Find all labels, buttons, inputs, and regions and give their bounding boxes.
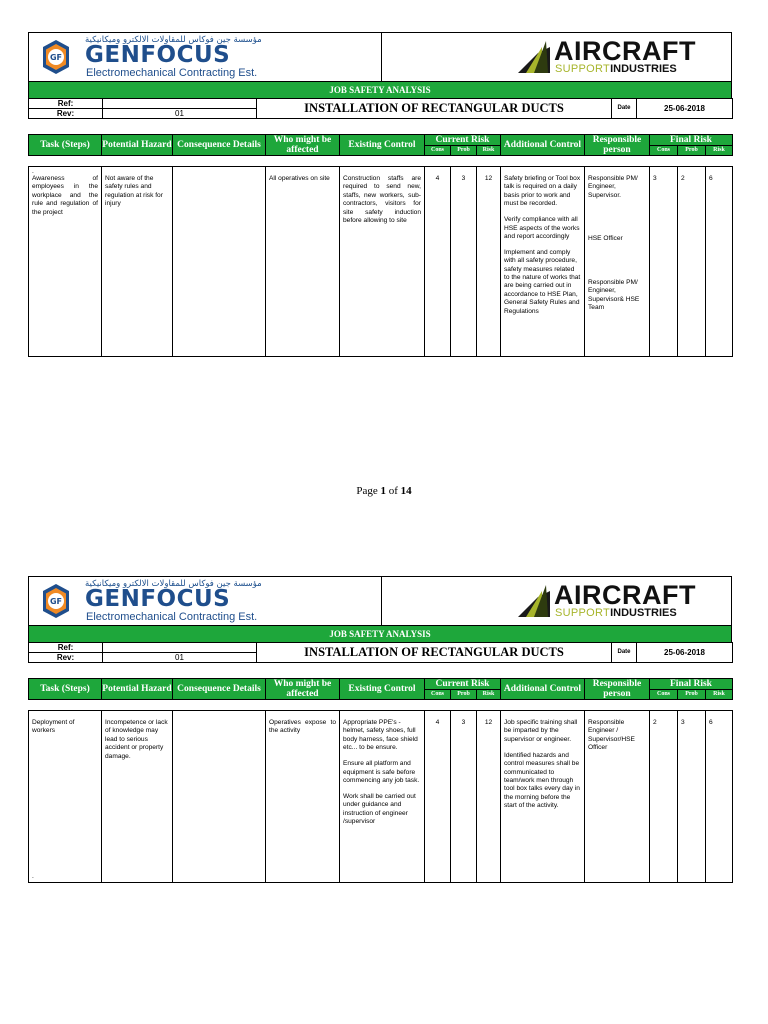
rev-value: 01 — [103, 109, 257, 119]
col-cur-risk: Risk — [477, 146, 501, 156]
current-risk-cell: 12 — [477, 167, 501, 357]
ref-label: Ref: — [29, 99, 103, 109]
ref-value — [103, 643, 257, 653]
consequence-cell — [173, 711, 266, 883]
affected-cell: Operatives expose to the activity — [266, 711, 340, 883]
col-additional-header: Additional Control — [501, 135, 585, 156]
affected-cell: All operatives on site — [266, 167, 340, 357]
ref-label: Ref: — [29, 643, 103, 653]
responsible-cell: Responsible PM/ Engineer, Supervisor. HSE Officer Responsible PM/ Engineer, Supervisor& HSE Team — [585, 167, 650, 357]
genfocus-arabic-name: مؤسسة جين فوكاس للمقاولات الالكترو وميكانيكية — [85, 579, 262, 589]
col-cur-risk: Risk — [477, 690, 501, 700]
col-cur-prob: Prob — [451, 146, 477, 156]
col-fin-cons: Cons — [650, 690, 678, 700]
col-hazard-header: Potential Hazard — [102, 135, 173, 156]
document-title: INSTALLATION OF RECTANGULAR DUCTS — [257, 643, 612, 663]
aircraft-logo — [382, 33, 731, 81]
col-cur-prob: Prob — [451, 690, 477, 700]
letterhead — [28, 576, 732, 626]
col-final-risk-header: Final Risk — [650, 679, 733, 690]
date-value: 25-06-2018 — [637, 99, 733, 119]
additional-control-cell: Job specific training shall be imparted by the supervisor or engineer. Identified hazards and control measures shall be communicated to team/work men through tool box talks every day in the morning before the start of the activity. — [501, 711, 585, 883]
meta-table — [28, 642, 733, 663]
current-cons-cell: 4 — [425, 167, 451, 357]
gf-monogram: GF — [49, 53, 63, 62]
col-current-risk-header: Current Risk — [425, 135, 501, 146]
col-cur-cons: Cons — [425, 690, 451, 700]
current-prob-cell: 3 — [451, 167, 477, 357]
date-label: Date — [612, 643, 637, 663]
col-consequence-header: Consequence Details — [173, 135, 266, 156]
final-prob-cell: 3 — [678, 711, 706, 883]
aircraft-logo — [382, 577, 731, 625]
date-value: 25-06-2018 — [637, 643, 733, 663]
col-hazard-header: Potential Hazard — [102, 679, 173, 700]
col-fin-risk: Risk — [706, 146, 733, 156]
final-prob-cell: 2 — [678, 167, 706, 357]
genfocus-emblem-icon — [38, 583, 74, 619]
genfocus-emblem-icon — [38, 39, 74, 75]
aircraft-subtitle: SUPPORTINDUSTRIES — [555, 607, 677, 619]
col-cur-cons: Cons — [425, 146, 451, 156]
hazard-cell: Not aware of the safety rules and regulation at risk for injury — [102, 167, 173, 357]
jsa-title-bar: JOB SAFETY ANALYSIS — [28, 82, 732, 98]
document-page-2 — [28, 576, 732, 883]
date-label: Date — [612, 99, 637, 119]
letterhead — [28, 32, 732, 82]
hazard-table-page-1 — [28, 166, 733, 357]
ref-value — [103, 99, 257, 109]
existing-control-cell: Appropriate PPE's - helmet, safety shoes, full body harness, face shield etc... to be ensure. Ensure all platform and equipment is safe before commencing any job task. Work shall be carried out under guidance and instruction of engineer /supervisor — [340, 711, 425, 883]
page-number: Page 1 of 14 — [356, 485, 412, 497]
aircraft-mark-icon — [516, 39, 552, 75]
aircraft-mark-icon — [516, 583, 552, 619]
current-cons-cell: 4 — [425, 711, 451, 883]
col-fin-prob: Prob — [678, 146, 706, 156]
genfocus-wordmark: GENFOCUS — [85, 586, 231, 612]
column-header-table — [28, 134, 733, 156]
task-cell: Deployment of workers . — [29, 711, 102, 883]
column-header-table — [28, 678, 733, 700]
col-fin-prob: Prob — [678, 690, 706, 700]
jsa-title-bar: JOB SAFETY ANALYSIS — [28, 626, 732, 642]
genfocus-subtitle: Electromechanical Contracting Est. — [86, 611, 258, 623]
aircraft-wordmark: AIRCRAFT — [554, 36, 696, 66]
document-title: INSTALLATION OF RECTANGULAR DUCTS — [257, 99, 612, 119]
col-fin-cons: Cons — [650, 146, 678, 156]
rev-label: Rev: — [29, 653, 103, 663]
final-cons-cell: 2 — [650, 711, 678, 883]
aircraft-subtitle: SUPPORTINDUSTRIES — [555, 63, 677, 75]
col-fin-risk: Risk — [706, 690, 733, 700]
hazard-table-page-2 — [28, 710, 733, 883]
col-responsible-header: Responsible person — [585, 679, 650, 700]
rev-label: Rev: — [29, 109, 103, 119]
col-additional-header: Additional Control — [501, 679, 585, 700]
table-row — [29, 167, 733, 357]
final-risk-cell: 6 — [706, 167, 733, 357]
final-risk-cell: 6 — [706, 711, 733, 883]
col-affected-header: Who might be affected — [266, 679, 340, 700]
col-task-header: Task (Steps) — [29, 135, 102, 156]
task-cell: . Awareness of employees in the workplace and the rule and regulation of the project — [29, 167, 102, 357]
col-existing-header: Existing Control — [340, 679, 425, 700]
col-task-header: Task (Steps) — [29, 679, 102, 700]
current-risk-cell: 12 — [477, 711, 501, 883]
current-prob-cell: 3 — [451, 711, 477, 883]
genfocus-wordmark: GENFOCUS — [85, 42, 231, 68]
col-responsible-header: Responsible person — [585, 135, 650, 156]
additional-control-cell: Safety briefing or Tool box talk is required on a daily basis prior to work and must be recorded. Verify compliance with all HSE aspects of the works and report accordingly Implement and comply with all safety procedure, safety measures related to the nature of works that are being carried out in accordance to HSE Plan, General Safety Rules and Regulations — [501, 167, 585, 357]
document-page-1 — [28, 32, 732, 357]
responsible-cell: Responsible Engineer / Supervisor/HSE Officer — [585, 711, 650, 883]
hazard-cell: Incompetence or lack of knowledge may lead to serious accident or property damage. — [102, 711, 173, 883]
rev-value: 01 — [103, 653, 257, 663]
genfocus-subtitle: Electromechanical Contracting Est. — [86, 67, 258, 79]
genfocus-logo — [29, 33, 382, 81]
col-consequence-header: Consequence Details — [173, 679, 266, 700]
table-row — [29, 711, 733, 883]
genfocus-arabic-name: مؤسسة جين فوكاس للمقاولات الالكترو وميكانيكية — [85, 35, 262, 45]
existing-control-cell: Construction staffs are required to send new, staffs, new workers, sub- contractors, visitors for site safety induction before allowing to site — [340, 167, 425, 357]
final-cons-cell: 3 — [650, 167, 678, 357]
aircraft-wordmark: AIRCRAFT — [554, 580, 696, 610]
gf-monogram: GF — [49, 597, 63, 606]
meta-table — [28, 98, 733, 119]
col-existing-header: Existing Control — [340, 135, 425, 156]
consequence-cell — [173, 167, 266, 357]
col-affected-header: Who might be affected — [266, 135, 340, 156]
genfocus-logo — [29, 577, 382, 625]
col-final-risk-header: Final Risk — [650, 135, 733, 146]
col-current-risk-header: Current Risk — [425, 679, 501, 690]
